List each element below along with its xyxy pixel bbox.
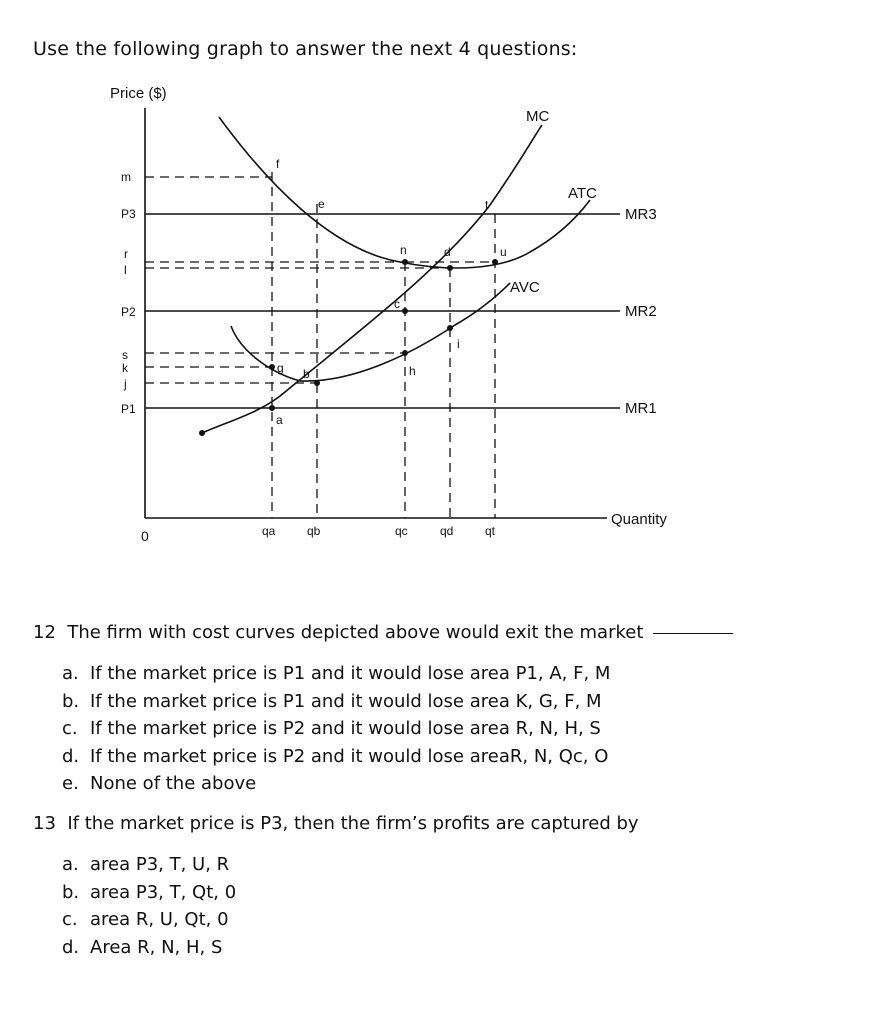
question-13-stem	[33, 813, 639, 834]
mr2-label: MR2	[625, 303, 657, 320]
quantity-dashed-lines	[272, 172, 495, 518]
svg-text:P3: P3	[121, 207, 136, 221]
svg-text:P2: P2	[121, 305, 136, 319]
option-c[interactable]: c. If the market price is P2 and it would lose area R, N, H, S	[62, 718, 601, 739]
x-axis-label: Quantity	[611, 511, 667, 528]
question-number: 13	[33, 813, 56, 834]
answer-blank	[653, 633, 733, 634]
avc-label: AVC	[510, 279, 540, 296]
question-12-stem	[33, 622, 733, 643]
svg-text:d: d	[444, 245, 451, 259]
question-12	[33, 622, 733, 643]
svg-text:qd: qd	[440, 524, 454, 538]
svg-text:h: h	[409, 364, 416, 378]
svg-text:qb: qb	[307, 524, 321, 538]
option-a[interactable]: a. area P3, T, U, R	[62, 854, 230, 875]
svg-text:n: n	[400, 243, 407, 257]
mr3-label: MR3	[625, 206, 657, 223]
svg-text:k: k	[122, 361, 128, 375]
svg-text:c: c	[394, 297, 400, 311]
svg-text:u: u	[500, 245, 507, 259]
option-d[interactable]: d. If the market price is P2 and it would lose areaR, N, Qc, O	[62, 745, 609, 767]
origin-label: 0	[141, 528, 149, 544]
svg-text:qc: qc	[395, 524, 408, 538]
svg-text:g: g	[277, 361, 284, 375]
svg-text:i: i	[457, 337, 460, 351]
question-12-options	[62, 660, 610, 798]
price-labels	[121, 170, 136, 416]
svg-text:t: t	[485, 198, 489, 212]
option-e[interactable]: e. None of the above	[62, 773, 257, 794]
point-letters	[276, 157, 507, 427]
svg-text:P1: P1	[121, 402, 136, 416]
svg-text:r: r	[124, 247, 128, 261]
atc-label: ATC	[568, 185, 597, 202]
question-number: 12	[33, 622, 56, 643]
svg-text:l: l	[124, 263, 127, 277]
svg-text:j: j	[124, 377, 127, 391]
svg-text:s: s	[122, 348, 128, 362]
instructions-text: Use the following graph to answer the next 4 questions:	[33, 38, 578, 60]
option-b[interactable]: b. area P3, T, Qt, 0	[62, 881, 237, 903]
option-c[interactable]: c. area R, U, Qt, 0	[62, 909, 229, 930]
question-text: If the market price is P3, then the firm’s profits are captured by	[67, 813, 639, 834]
svg-text:qt: qt	[485, 524, 496, 538]
mc-curve	[202, 125, 542, 433]
svg-text:e: e	[318, 197, 325, 211]
option-b[interactable]: b. If the market price is P1 and it would lose area K, G, F, M	[62, 690, 602, 712]
mr1-label: MR1	[625, 400, 657, 417]
svg-text:a: a	[276, 413, 283, 427]
svg-text:f: f	[276, 157, 280, 171]
svg-text:b: b	[303, 367, 310, 381]
question-text: The firm with cost curves depicted above would exit the market	[67, 622, 644, 643]
svg-text:qa: qa	[262, 524, 276, 538]
svg-text:m: m	[121, 170, 131, 184]
option-d[interactable]: d. Area R, N, H, S	[62, 936, 223, 958]
option-a[interactable]: a. If the market price is P1 and it would lose area P1, A, F, M	[62, 663, 611, 684]
mc-label: MC	[526, 108, 550, 125]
question-13	[33, 813, 639, 834]
question-13-options	[62, 851, 236, 961]
y-axis-label: Price ($)	[110, 85, 167, 102]
quantity-labels	[262, 524, 496, 538]
